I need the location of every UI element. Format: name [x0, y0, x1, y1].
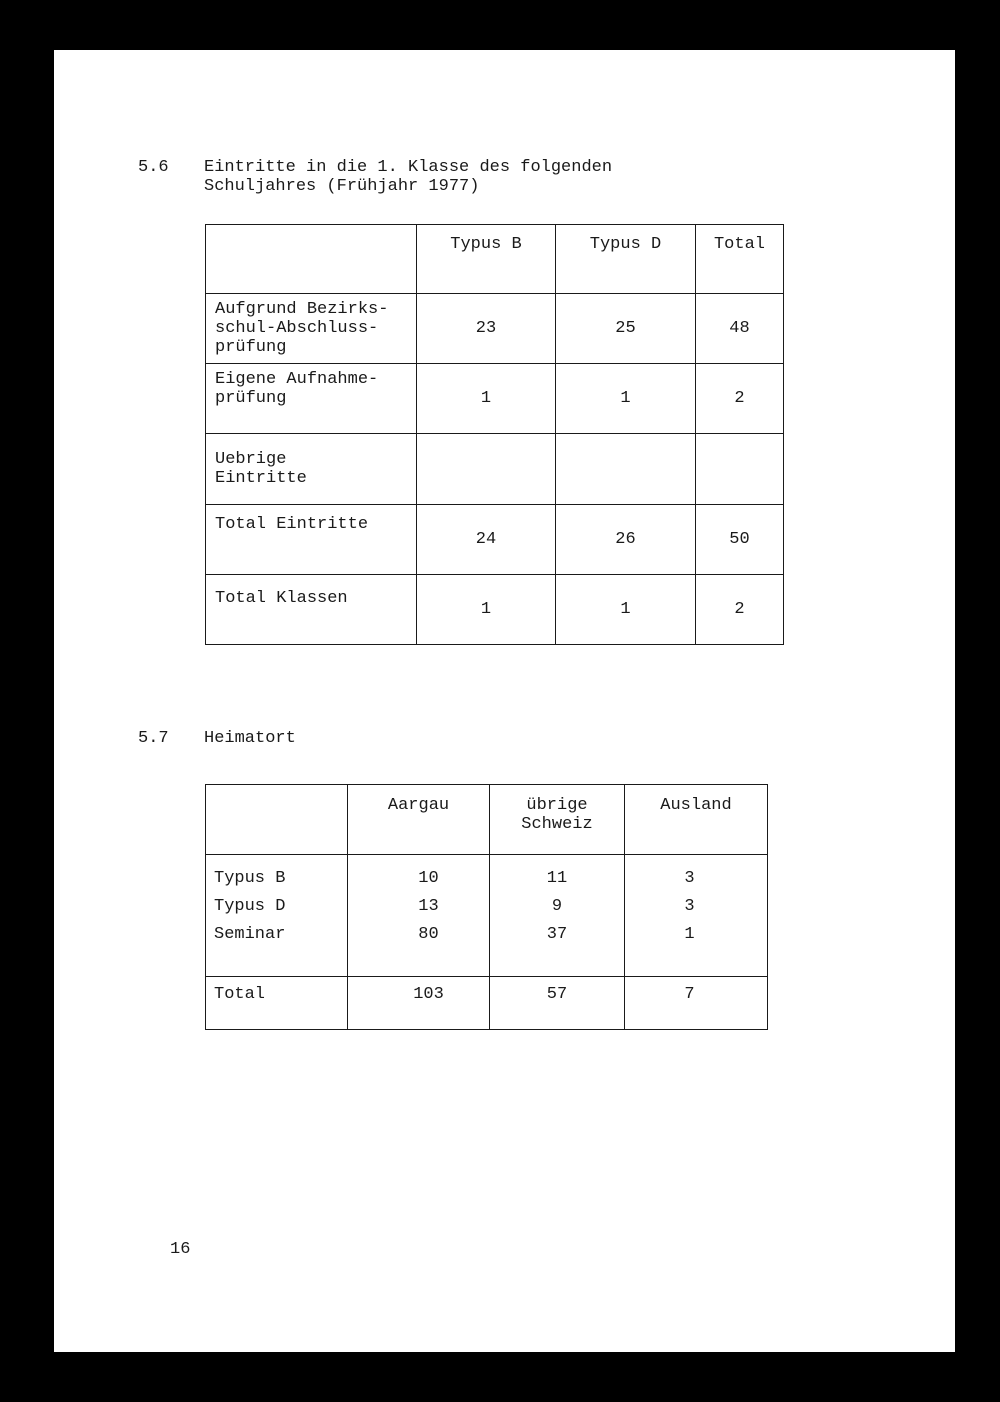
- cell-typus-b: 23: [417, 294, 556, 364]
- section-title-line-1: Eintritte in die 1. Klasse des folgenden: [204, 158, 613, 177]
- cell-total: 2: [696, 575, 784, 645]
- cell-ausland: 1: [684, 925, 695, 944]
- cell-typus-d: [556, 434, 696, 505]
- table-total-row: [206, 977, 768, 1030]
- header-total: Total: [696, 225, 784, 294]
- column-ausland: [625, 855, 768, 977]
- cell-total: 50: [696, 505, 784, 575]
- cell-typus-b: 1: [417, 364, 556, 434]
- column-aargau: [348, 855, 490, 977]
- row-label-typus-b: Typus B: [214, 869, 286, 888]
- cell-aargau: 80: [418, 925, 439, 944]
- row-label: Total Eintritte: [206, 505, 417, 575]
- total-uebrige-schweiz: 57: [490, 977, 625, 1030]
- cell-aargau: 10: [418, 869, 439, 888]
- cell-ausland: 3: [684, 869, 695, 888]
- cell-uebrige-schweiz: 37: [546, 925, 568, 944]
- table-row: [206, 294, 784, 364]
- cell-total: 48: [696, 294, 784, 364]
- cell-aargau: 13: [418, 897, 439, 916]
- table-row: [206, 505, 784, 575]
- cell-total: 2: [696, 364, 784, 434]
- row-label: Uebrige Eintritte: [206, 434, 417, 505]
- header-uebrige-schweiz: übrige Schweiz: [490, 785, 625, 855]
- section-number: 5.7: [138, 729, 169, 748]
- column-uebrige-schweiz: [490, 855, 625, 977]
- cell-typus-d: 1: [556, 364, 696, 434]
- table-row: [206, 364, 784, 434]
- row-label-seminar: Seminar: [214, 925, 286, 944]
- header-ausland: Ausland: [625, 785, 768, 855]
- total-ausland: 7: [625, 977, 768, 1030]
- row-label-typus-d: Typus D: [214, 897, 286, 916]
- header-empty-cell: [206, 225, 417, 294]
- header-empty-cell: [206, 785, 348, 855]
- table-row: [206, 575, 784, 645]
- cell-typus-b: 1: [417, 575, 556, 645]
- cell-typus-d: 1: [556, 575, 696, 645]
- header-typus-d: Typus D: [556, 225, 696, 294]
- table-header-row: [206, 225, 784, 294]
- header-typus-b: Typus B: [417, 225, 556, 294]
- table-row: [206, 434, 784, 505]
- entries-table: [205, 224, 784, 645]
- cell-uebrige-schweiz: 11: [546, 869, 568, 888]
- cell-typus-d: 25: [556, 294, 696, 364]
- section-number: 5.6: [138, 158, 169, 177]
- section-title: Heimatort: [204, 729, 296, 748]
- table-body-row: [206, 855, 768, 977]
- cell-typus-d: 26: [556, 505, 696, 575]
- row-label: Aufgrund Bezirks- schul-Abschluss- prüfung: [206, 294, 417, 364]
- cell-total: [696, 434, 784, 505]
- table-header-row: [206, 785, 768, 855]
- row-label: Total Klassen: [206, 575, 417, 645]
- cell-typus-b: 24: [417, 505, 556, 575]
- page-number: 16: [170, 1240, 191, 1259]
- row-label: Eigene Aufnahme- prüfung: [206, 364, 417, 434]
- document-page: [54, 50, 955, 1352]
- header-aargau: Aargau: [348, 785, 490, 855]
- cell-typus-b: [417, 434, 556, 505]
- total-label: Total: [206, 977, 348, 1030]
- row-labels: [206, 855, 348, 977]
- cell-uebrige-schweiz: 9: [551, 897, 563, 916]
- total-aargau: 103: [348, 977, 490, 1030]
- origin-table: [205, 784, 768, 1030]
- cell-ausland: 3: [684, 897, 695, 916]
- section-title-line-2: Schuljahres (Frühjahr 1977): [204, 177, 480, 196]
